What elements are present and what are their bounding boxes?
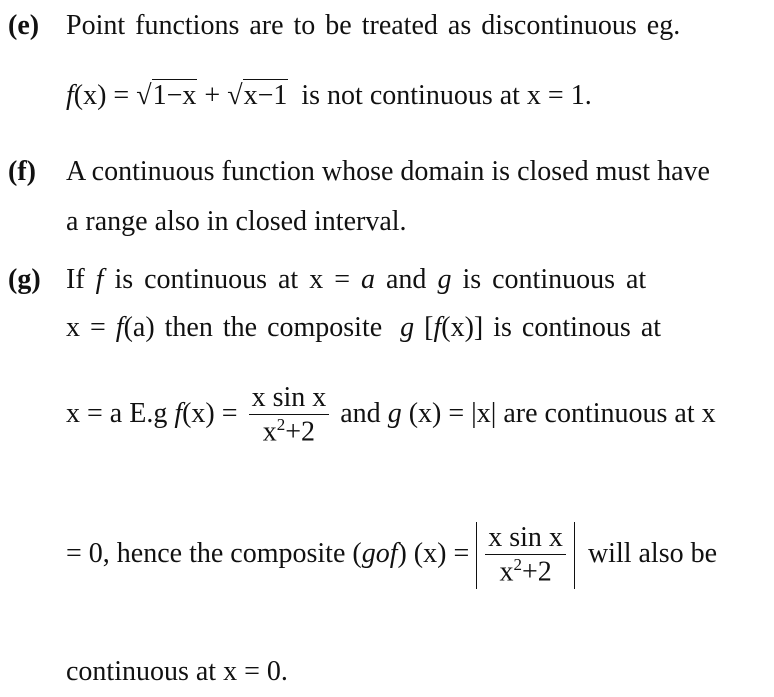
item-g-line4 <box>66 522 717 589</box>
sqrt-symbol-1: √ <box>136 80 152 111</box>
text: If <box>66 264 85 295</box>
function-f: f <box>95 264 104 295</box>
fraction-denominator: $x^2+2$ <box>499 555 552 588</box>
function-g: g <box>400 312 415 343</box>
text: x = a E.g <box>66 397 168 429</box>
item-f-line1: A continuous function whose domain is closed must have <box>66 156 710 187</box>
item-g-line2 <box>66 312 661 344</box>
text: is continuous at x = <box>114 264 350 295</box>
item-label-g: (g) <box>8 264 41 295</box>
function-f: f <box>66 80 74 111</box>
text: x = <box>66 312 106 343</box>
plus-sign: + <box>204 80 221 111</box>
function-f: f <box>115 312 124 343</box>
item-g-line1 <box>66 264 646 296</box>
text: ) (x) = <box>397 537 470 569</box>
fraction-numerator: x sin x <box>249 382 330 415</box>
item-g-line3 <box>66 382 716 449</box>
absolute-value <box>476 522 575 589</box>
function-f: f <box>174 397 183 429</box>
text: and <box>340 397 381 429</box>
item-label-f: (f) <box>8 156 36 187</box>
formula-tail: is not continuous at x = 1. <box>301 80 592 111</box>
function-gof: gof <box>361 537 398 569</box>
text: (x)] is continous at <box>441 312 662 343</box>
fraction-numerator: x sin x <box>485 522 566 555</box>
fraction <box>249 382 330 449</box>
text: = 0, hence the composite ( <box>66 537 362 569</box>
text: (x) = |x| are continuous at x <box>408 397 716 429</box>
radicand-2: x−1 <box>243 80 288 111</box>
sqrt-symbol-2: √ <box>227 80 243 111</box>
function-g: g <box>387 397 402 429</box>
bracket: [ <box>424 312 434 343</box>
fraction <box>485 522 566 589</box>
function-f: f <box>433 312 442 343</box>
text: (x) = <box>182 397 238 429</box>
item-g-line5: continuous at x = 0. <box>66 656 288 687</box>
function-g: g <box>437 264 452 295</box>
item-e-line1: Point functions are to be treated as discontinuous eg. <box>66 10 681 41</box>
radicand-1: 1−x <box>152 80 197 111</box>
fraction-denominator: $x^2+2$ <box>262 415 316 448</box>
item-label-e: (e) <box>8 10 40 41</box>
text: (a) then the composite <box>123 312 383 343</box>
variable-a: a <box>361 264 375 295</box>
item-e-formula <box>66 80 592 112</box>
formula-lhs: (x) = <box>73 80 130 111</box>
text: is continuous at <box>462 264 647 295</box>
text: and <box>386 264 427 295</box>
text: will also be <box>587 537 718 569</box>
item-f-line2: a range also in closed interval. <box>66 206 407 237</box>
